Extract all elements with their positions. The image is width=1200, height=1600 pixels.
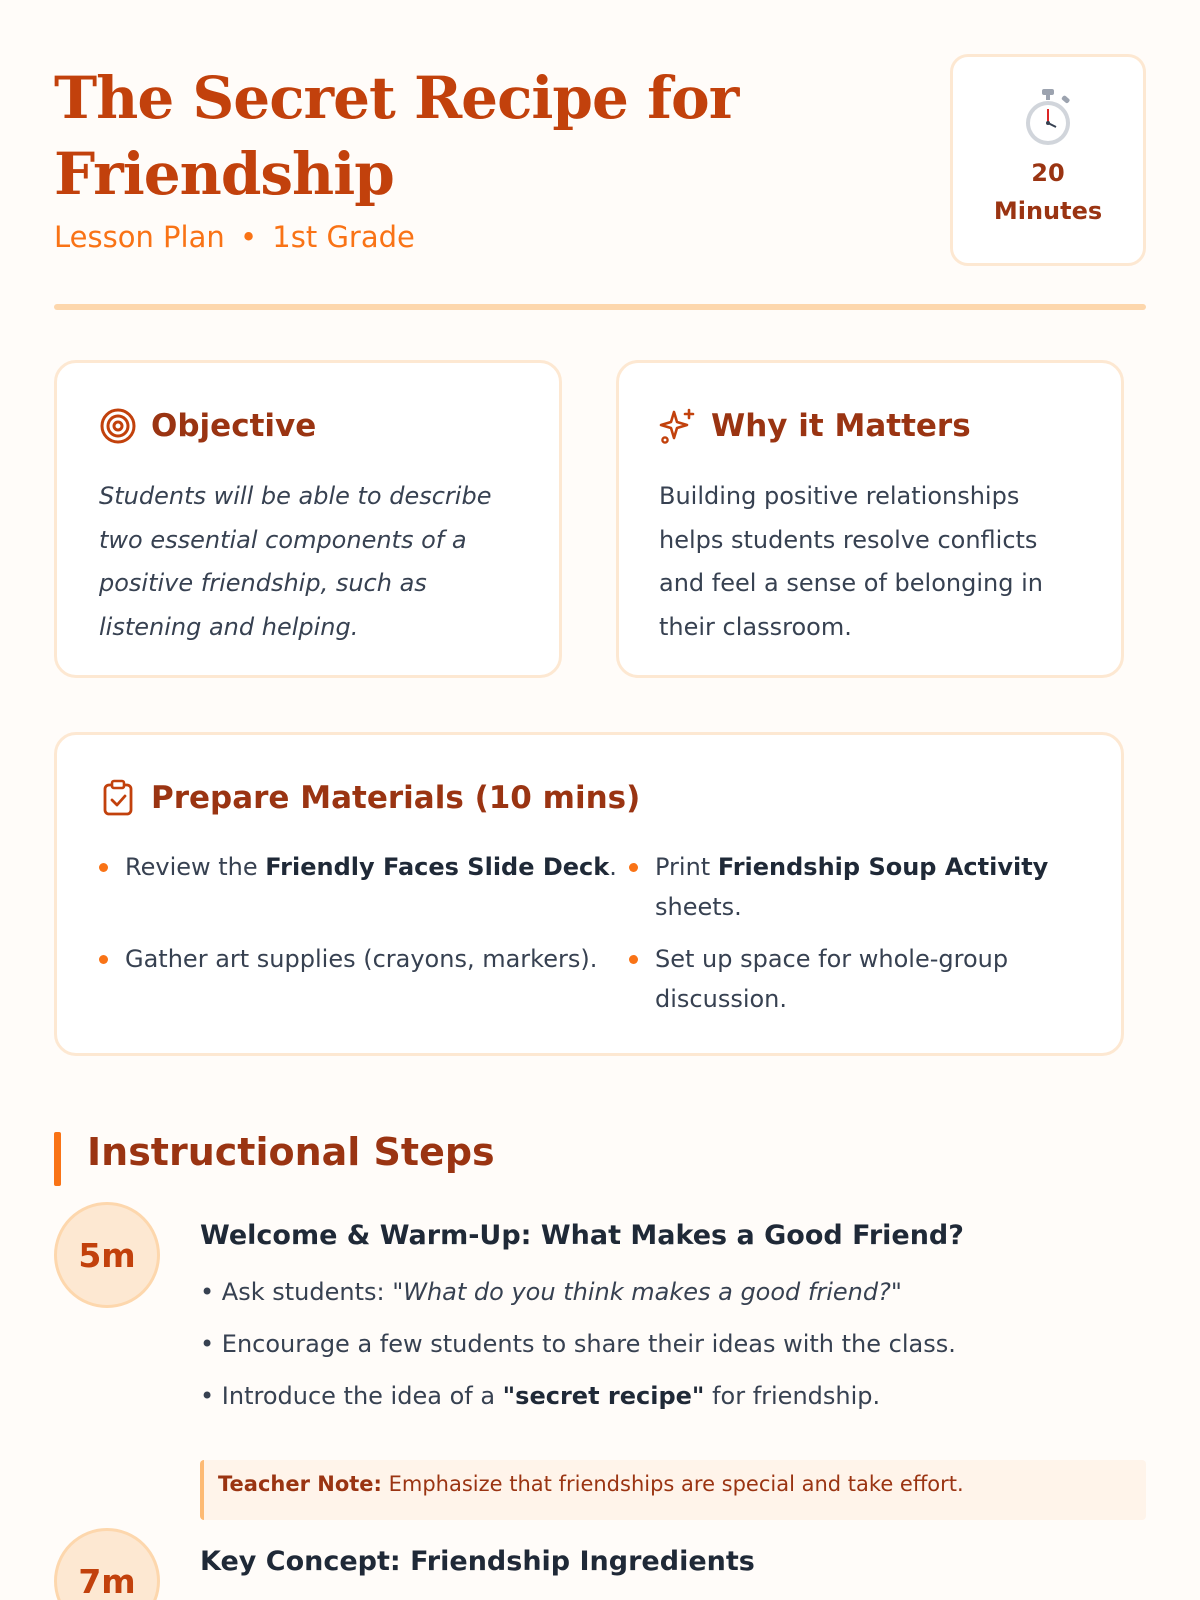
list-item: Gather art supplies (crayons, markers).: [99, 939, 629, 1019]
subtitle-type: Lesson Plan: [54, 220, 225, 254]
materials-title: Prepare Materials (10 mins): [151, 780, 641, 816]
step-duration-badge: 5m: [54, 1202, 160, 1308]
why-it-matters-card: [616, 360, 1124, 678]
step-title: Key Concept: Friendship Ingredients: [200, 1546, 755, 1577]
step-bullet: • Encourage a few students to share their ideas with the class.: [200, 1330, 956, 1358]
sparkles-icon: [659, 407, 697, 445]
list-item: Review the Friendly Faces Slide Deck.: [99, 847, 629, 927]
step-title: Welcome & Warm-Up: What Makes a Good Friend?: [200, 1220, 964, 1251]
page-title: The Secret Recipe for Friendship: [54, 64, 739, 208]
materials-list: [99, 847, 1085, 1019]
header-divider: [54, 304, 1146, 310]
lesson-plan-page: [54, 0, 1146, 312]
materials-card: [54, 732, 1124, 1056]
why-text: Building positive relationships helps students resolve conflicts and feel a sense of belonging in their classroom.: [659, 482, 1043, 641]
why-title: Why it Matters: [711, 408, 971, 444]
step-bullet: • Ask students: "What do you think makes a good friend?": [200, 1278, 902, 1306]
stopwatch-icon: [1020, 87, 1076, 147]
teacher-note: Teacher Note: Emphasize that friendships are special and take effort.: [200, 1460, 1146, 1520]
duration-card: [950, 54, 1146, 266]
subtitle-separator: •: [239, 220, 258, 254]
page-subtitle: [54, 220, 415, 254]
section-accent-bar: [54, 1132, 61, 1186]
list-item: Print Friendship Soup Activity sheets.: [629, 847, 1079, 927]
objective-title: Objective: [151, 408, 317, 444]
target-icon: [99, 407, 137, 445]
step-bullet: • Introduce the idea of a "secret recipe" for friendship.: [200, 1382, 881, 1410]
clipboard-check-icon: [99, 779, 137, 817]
duration-unit: Minutes: [993, 197, 1103, 225]
list-item: Set up space for whole-group discussion.: [629, 939, 1079, 1019]
step-duration-badge: 7m: [54, 1528, 160, 1600]
objective-card: [54, 360, 562, 678]
page-header: [54, 0, 1146, 312]
subtitle-grade: 1st Grade: [272, 220, 415, 254]
duration-value: 20: [1031, 159, 1065, 187]
section-title: Instructional Steps: [87, 1130, 495, 1174]
objective-text: Students will be able to describe two essential components of a positive friendship, such as listening and helping.: [99, 482, 492, 641]
